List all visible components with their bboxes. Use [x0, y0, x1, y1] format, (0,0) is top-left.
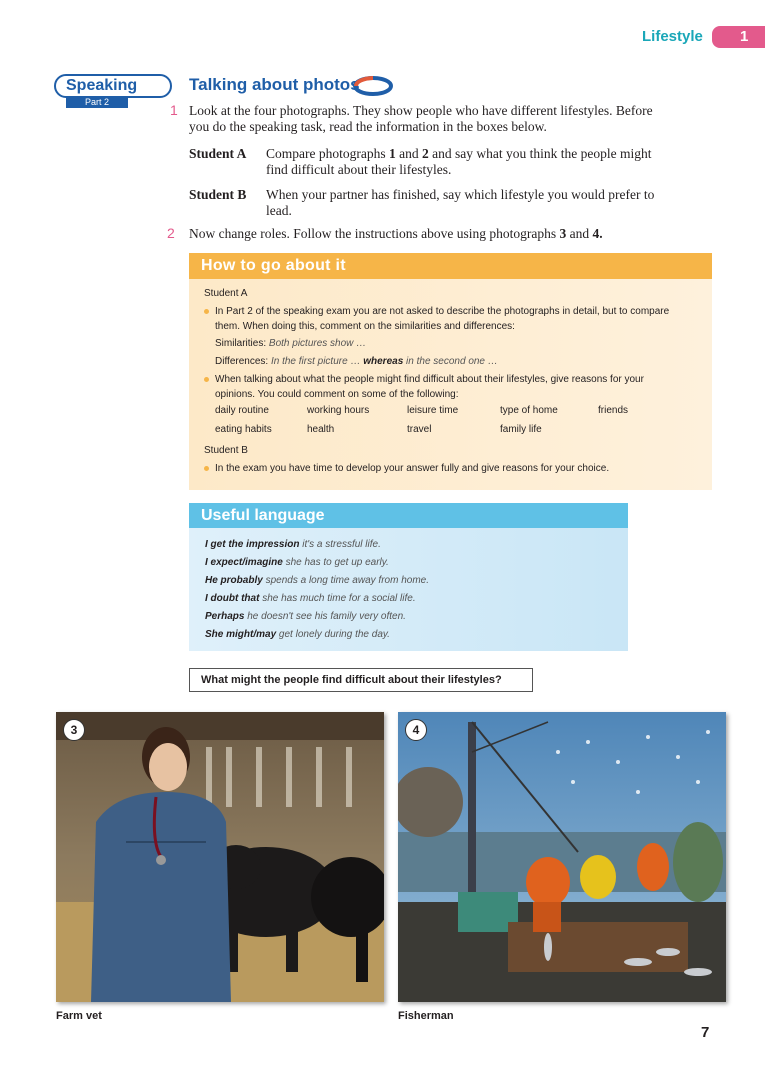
student-a-subhead: Student A [204, 288, 248, 299]
part-label: Part 2 [66, 96, 128, 108]
speaking-icon [352, 76, 394, 96]
page-number: 7 [701, 1024, 710, 1041]
photo-farm-vet [56, 712, 384, 1002]
bullet [204, 377, 209, 382]
task-number: 2 [167, 225, 175, 241]
photo-fisherman [398, 712, 726, 1002]
student-a-line2: find difficult about their lifestyles. [266, 162, 452, 177]
page-title: Talking about photos [189, 75, 360, 94]
fisherman-image [398, 712, 726, 1002]
task1-line2: you do the speaking task, read the information in the boxes below. [189, 119, 547, 134]
section-title-lifestyle: Lifestyle [642, 28, 703, 45]
student-b-line2: lead. [266, 203, 292, 218]
topic-item: daily routine [215, 405, 269, 416]
bullet3: In the exam you have time to develop your answer fully and give reasons for your choice. [215, 463, 610, 474]
bullet1-line2: them. When doing this, comment on the similarities and differences: [215, 321, 515, 332]
student-b-line1: When your partner has finished, say which lifestyle you would prefer to [266, 187, 655, 202]
photo-caption: Fisherman [398, 1010, 454, 1022]
photo-number-badge: 3 [63, 719, 85, 741]
student-a-line1: Compare photographs 1 and 2 and say what you think the people might [266, 146, 652, 161]
topic-item: working hours [307, 405, 370, 416]
topic-item: eating habits [215, 424, 272, 435]
differences-line: Differences: In the first picture … whereas in the second one … [215, 356, 498, 367]
how-to-title: How to go about it [189, 253, 712, 279]
topic-item: family life [500, 424, 542, 435]
topic-item: leisure time [407, 405, 459, 416]
topic-item: friends [598, 405, 629, 416]
topic-item: type of home [500, 405, 558, 416]
student-b-subhead: Student B [204, 445, 248, 456]
student-a-label: Student A [189, 146, 247, 161]
bullet2-line2: opinions. You could comment on some of the following: [215, 389, 459, 400]
topic-item: travel [407, 424, 432, 435]
speaking-badge: Speaking [54, 74, 172, 98]
task-number: 1 [170, 102, 178, 118]
useful-phrase: I doubt that she has much time for a social life. [205, 593, 416, 604]
how-to-box [189, 253, 712, 490]
task2-text: Now change roles. Follow the instructions above using photographs 3 and 4. [189, 226, 603, 241]
useful-phrase: She might/may get lonely during the day. [205, 629, 390, 640]
useful-phrase: Perhaps he doesn't see his family very often. [205, 611, 406, 622]
topic-item: health [307, 424, 335, 435]
similarities-line: Similarities: Both pictures show … [215, 338, 367, 349]
useful-phrase: I get the impression it's a stressful life. [205, 539, 381, 550]
unit-tab: 1 [712, 26, 765, 48]
useful-phrase: He probably spends a long time away from home. [205, 575, 429, 586]
useful-language-title: Useful language [189, 503, 628, 528]
useful-phrase: I expect/imagine she has to get up early. [205, 557, 389, 568]
useful-language-box [189, 503, 628, 651]
bullet [204, 309, 209, 314]
bullet1-line1: In Part 2 of the speaking exam you are not asked to describe the photographs in detail, but to compare [215, 306, 670, 317]
photo-number-badge: 4 [405, 719, 427, 741]
photo-caption: Farm vet [56, 1010, 102, 1022]
discussion-question: What might the people find difficult about their lifestyles? [189, 668, 533, 692]
student-b-label: Student B [189, 187, 247, 202]
bullet [204, 466, 209, 471]
bullet2-line1: When talking about what the people might find difficult about their lifestyles, give reasons for your [215, 374, 644, 385]
farm-vet-image [56, 712, 384, 1002]
task1-line1: Look at the four photographs. They show people who have different lifestyles. Before [189, 103, 653, 118]
